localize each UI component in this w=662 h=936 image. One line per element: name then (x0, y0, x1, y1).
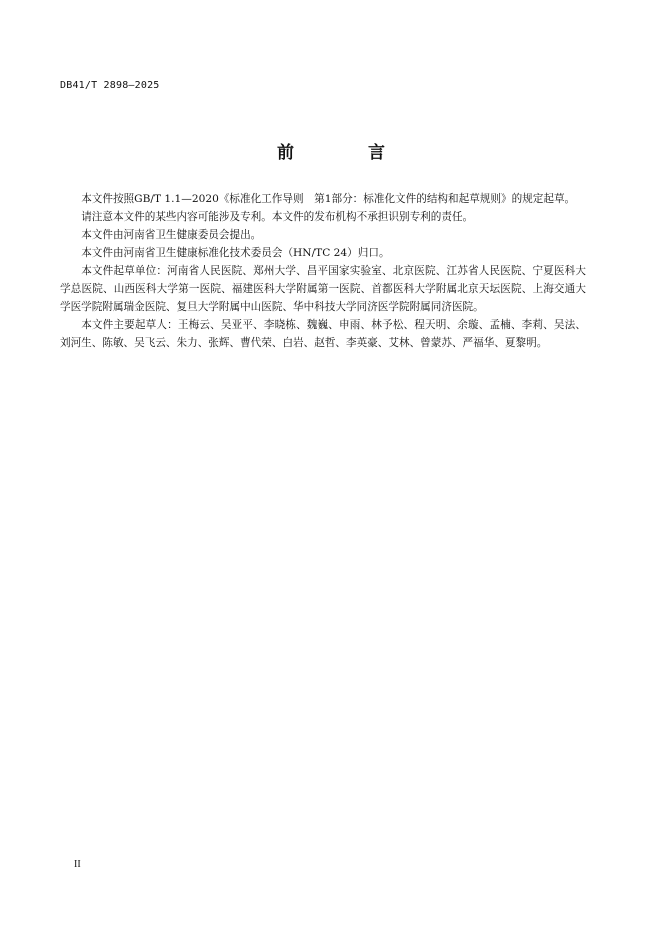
paragraph-drafting-rules: 本文件按照GB/T 1.1—2020《标准化工作导则 第1部分：标准化文件的结构和起草规则》的规定起草。 (81, 193, 576, 205)
page-title: 前 言 (277, 143, 419, 163)
paragraph-centralized-by: 本文件由河南省卫生健康标准化技术委员会（HN/TC 24）归口。 (81, 247, 390, 259)
paragraph-drafters: 本文件主要起草人：王梅云、吴亚平、李晓栋、魏巍、申雨、林予松、程天明、余璇、孟楠、李莉、吴法、刘河生、陈敏、吴飞云、朱力、张辉、曹代荣、白岩、赵哲、李英豪、艾林、曾蒙苏、严福华、夏黎明。 (60, 319, 586, 349)
paragraph-patent-notice: 请注意本文件的某些内容可能涉及专利。本文件的发布机构不承担识别专利的责任。 (81, 211, 474, 223)
document-code: DB41/T 2898—2025 (60, 80, 160, 91)
document-body (60, 190, 586, 352)
paragraph-proposed-by: 本文件由河南省卫生健康委员会提出。 (81, 229, 262, 241)
paragraph-drafting-units: 本文件起草单位：河南省人民医院、郑州大学、昌平国家实验室、北京医院、江苏省人民医院、宁夏医科大学总医院、山西医科大学第一医院、福建医科大学附属第一医院、首都医科大学附属北京天坛医院、上海交通大学医学院附属瑞金医院、复旦大学附属中山医院、华中科技大学同济医学院附属同济医院。 (60, 265, 586, 313)
page-number: II (74, 859, 81, 870)
